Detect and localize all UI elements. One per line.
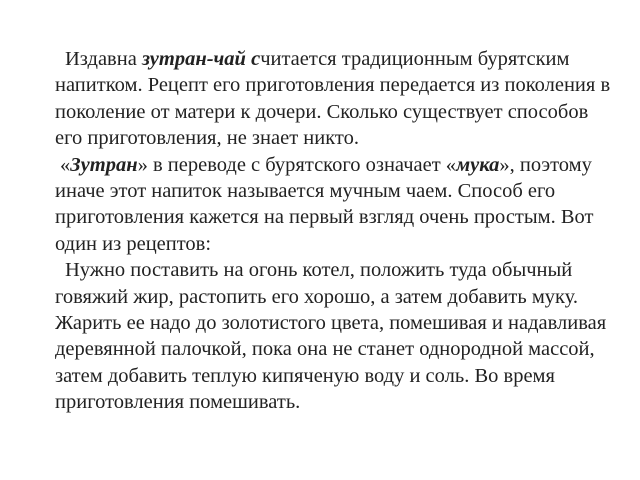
paragraph-meaning-text-2: » в переводе с бурятского означает « — [137, 153, 457, 176]
paragraph-recipe-text: Нужно поставить на огонь котел, положить туда обычный говяжий жир, растопить его хорошо, а затем добавить муку. Жарить ее надо до золотистого цвета, помешивая и надавливая деревянной палочкой, пока она не станет однородной массой, затем добавить теплую кипяченую воду и соль. Во время приготовления помешивать. — [55, 259, 607, 414]
zutran-chai-emphasis: зутран-чай с — [141, 48, 261, 70]
paragraph-intro-text-1: Издавна — [65, 48, 142, 70]
paragraph-intro-text-2: читается традиционным бурятским напитком. Рецепт его приготовления передается из поколения в поколение от матери к дочери. Сколько существует способов его приготовления, не знает никто. — [55, 48, 611, 150]
paragraph-intro — [55, 46, 615, 152]
paragraph-meaning — [55, 152, 615, 258]
zutran-emphasis: Зутран — [70, 153, 138, 176]
slide-text-body — [55, 46, 615, 416]
paragraph-meaning-text-3: », поэтому иначе этот напиток называется мучным чаем. Способ его приготовления кажется на первый взгляд очень простым. Вот один из рецептов: — [55, 153, 594, 255]
paragraph-meaning-text-1: « — [60, 153, 71, 176]
muka-emphasis: мука — [456, 153, 500, 176]
paragraph-recipe — [55, 257, 615, 415]
